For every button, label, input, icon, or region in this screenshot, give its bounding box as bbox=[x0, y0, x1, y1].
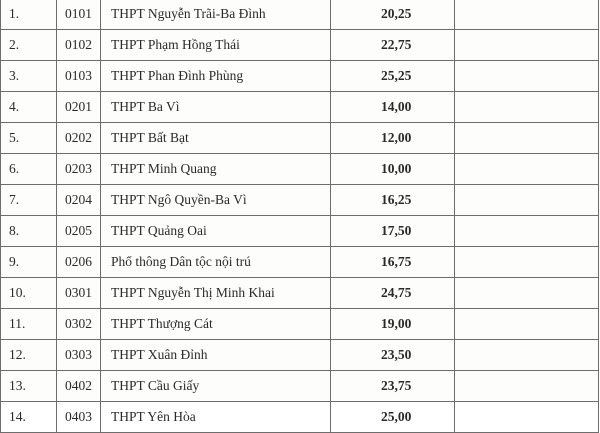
school-code: 0205 bbox=[57, 216, 101, 247]
note-cell bbox=[455, 185, 599, 216]
table-row bbox=[1, 92, 599, 123]
cutoff-score: 19,00 bbox=[331, 309, 455, 340]
row-number: 14. bbox=[1, 402, 57, 433]
school-name: THPT Ngô Quyền-Ba Vì bbox=[101, 185, 331, 216]
school-code: 0202 bbox=[57, 123, 101, 154]
note-cell bbox=[455, 30, 599, 61]
school-code: 0403 bbox=[57, 402, 101, 433]
school-code: 0301 bbox=[57, 278, 101, 309]
row-number: 11. bbox=[1, 309, 57, 340]
row-number: 12. bbox=[1, 340, 57, 371]
cutoff-score: 25,00 bbox=[331, 402, 455, 433]
row-number: 10. bbox=[1, 278, 57, 309]
cutoff-score: 25,25 bbox=[331, 61, 455, 92]
school-code: 0103 bbox=[57, 61, 101, 92]
note-cell bbox=[455, 92, 599, 123]
school-code: 0204 bbox=[57, 185, 101, 216]
school-code: 0102 bbox=[57, 30, 101, 61]
school-name: THPT Nguyễn Thị Minh Khai bbox=[101, 278, 331, 309]
table-row bbox=[1, 371, 599, 402]
table-row bbox=[1, 123, 599, 154]
cutoff-score: 10,00 bbox=[331, 154, 455, 185]
table-row bbox=[1, 216, 599, 247]
school-name: THPT Phạm Hồng Thái bbox=[101, 30, 331, 61]
table-row bbox=[1, 402, 599, 433]
note-cell bbox=[455, 340, 599, 371]
school-code: 0101 bbox=[57, 0, 101, 30]
note-cell bbox=[455, 247, 599, 278]
table-row bbox=[1, 61, 599, 92]
table-row bbox=[1, 154, 599, 185]
row-number: 13. bbox=[1, 371, 57, 402]
table-row bbox=[1, 278, 599, 309]
school-name: THPT Thượng Cát bbox=[101, 309, 331, 340]
cutoff-score: 16,25 bbox=[331, 185, 455, 216]
row-number: 7. bbox=[1, 185, 57, 216]
note-cell bbox=[455, 154, 599, 185]
school-name: THPT Ba Vì bbox=[101, 92, 331, 123]
cutoff-score: 17,50 bbox=[331, 216, 455, 247]
school-code: 0402 bbox=[57, 371, 101, 402]
row-number: 4. bbox=[1, 92, 57, 123]
cutoff-score: 20,25 bbox=[331, 0, 455, 30]
school-name: THPT Xuân Đỉnh bbox=[101, 340, 331, 371]
note-cell bbox=[455, 61, 599, 92]
table-row bbox=[1, 340, 599, 371]
note-cell bbox=[455, 123, 599, 154]
school-code: 0201 bbox=[57, 92, 101, 123]
cutoff-score: 22,75 bbox=[331, 30, 455, 61]
school-name: Phổ thông Dân tộc nội trú bbox=[101, 247, 331, 278]
school-name: THPT Phan Đình Phùng bbox=[101, 61, 331, 92]
note-cell bbox=[455, 309, 599, 340]
note-cell bbox=[455, 371, 599, 402]
school-name: THPT Nguyễn Trãi-Ba Đình bbox=[101, 0, 331, 30]
cutoff-score: 23,50 bbox=[331, 340, 455, 371]
school-name: THPT Quảng Oai bbox=[101, 216, 331, 247]
table-row bbox=[1, 247, 599, 278]
table-row bbox=[1, 0, 599, 30]
row-number: 6. bbox=[1, 154, 57, 185]
school-code: 0203 bbox=[57, 154, 101, 185]
row-number: 5. bbox=[1, 123, 57, 154]
note-cell bbox=[455, 0, 599, 30]
cutoff-score: 16,75 bbox=[331, 247, 455, 278]
table-row bbox=[1, 185, 599, 216]
row-number: 3. bbox=[1, 61, 57, 92]
school-name: THPT Cầu Giấy bbox=[101, 371, 331, 402]
school-code: 0302 bbox=[57, 309, 101, 340]
table-row bbox=[1, 30, 599, 61]
note-cell bbox=[455, 402, 599, 433]
school-code: 0303 bbox=[57, 340, 101, 371]
cutoff-score: 12,00 bbox=[331, 123, 455, 154]
row-number: 1. bbox=[1, 0, 57, 30]
note-cell bbox=[455, 278, 599, 309]
table-row bbox=[1, 309, 599, 340]
cutoff-score: 14,00 bbox=[331, 92, 455, 123]
row-number: 9. bbox=[1, 247, 57, 278]
cutoff-score: 24,75 bbox=[331, 278, 455, 309]
note-cell bbox=[455, 216, 599, 247]
school-name: THPT Yên Hòa bbox=[101, 402, 331, 433]
cutoff-score: 23,75 bbox=[331, 371, 455, 402]
school-name: THPT Bất Bạt bbox=[101, 123, 331, 154]
row-number: 8. bbox=[1, 216, 57, 247]
row-number: 2. bbox=[1, 30, 57, 61]
school-name: THPT Minh Quang bbox=[101, 154, 331, 185]
school-code: 0206 bbox=[57, 247, 101, 278]
